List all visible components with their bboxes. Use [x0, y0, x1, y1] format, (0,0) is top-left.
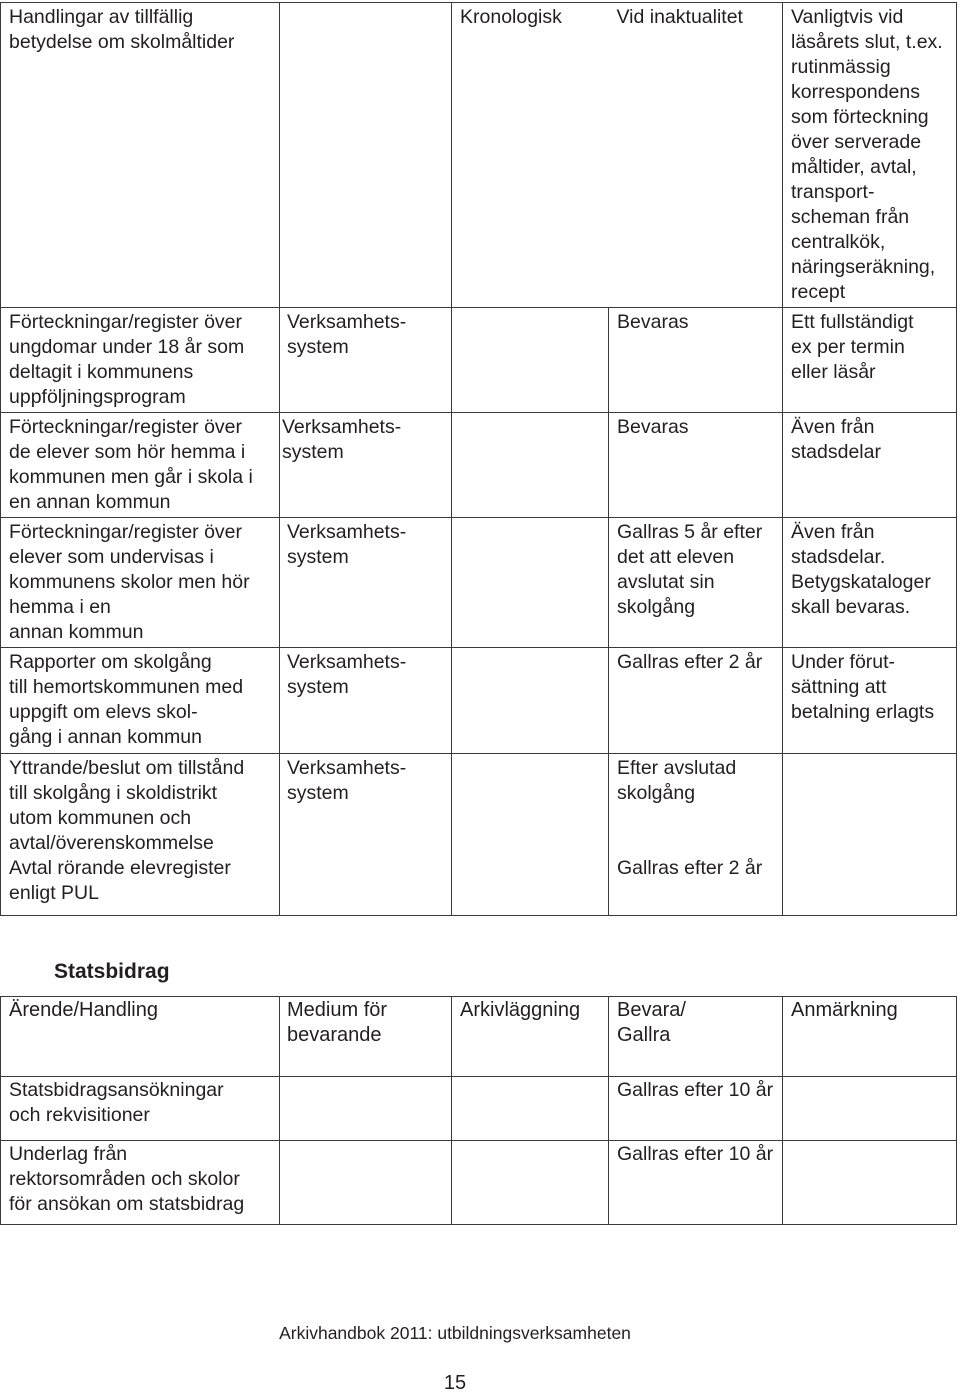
page-number: 15: [443, 1372, 467, 1394]
bevara-cell: Efter avslutad skolgång Gallras efter 2 år: [609, 754, 783, 916]
anmarkning-cell: [783, 1141, 957, 1225]
arkivlaggning-cell: [452, 648, 609, 754]
handling-cell: Underlag från rektorsområden och skolor för ansökan om statsbidrag: [1, 1141, 280, 1225]
table-row: [1, 413, 957, 518]
medium-cell: [280, 1141, 452, 1225]
column-header-bevara: Bevara/ Gallra: [609, 997, 783, 1077]
anmarkning-cell: [783, 1077, 957, 1141]
bevara-cell: Gallras efter 10 år: [609, 1077, 783, 1141]
medium-cell: Verksamhets- system: [280, 518, 452, 648]
arkivlaggning-cell: [452, 1141, 609, 1225]
anmarkning-cell: Vanligtvis vid läsårets slut, t.ex. rutinmässig korrespondens som förteckning över serverade måltider, avtal, transport- scheman från centralkök, näringseräkning, recept: [783, 3, 957, 308]
bevara-cell: Gallras 5 år efter det att eleven avslutat sin skolgång: [609, 518, 783, 648]
arkivlaggning-cell: [452, 308, 609, 413]
handling-cell: Förteckningar/register över de elever som hör hemma i kommunen men går i skola i en annan kommun: [1, 413, 280, 518]
table-row: [1, 308, 957, 413]
anmarkning-cell: Ett fullständigt ex per termin eller läsår: [783, 308, 957, 413]
statsbidrag-table: [0, 996, 957, 1225]
column-header-handling: Ärende/Handling: [1, 997, 280, 1077]
medium-cell: Verksamhets- system: [280, 648, 452, 754]
arkivlaggning-cell: [452, 413, 609, 518]
column-header-arkivlaggning: Arkivläggning: [452, 997, 609, 1077]
table-header-row: [1, 997, 957, 1077]
table-row: [1, 3, 957, 308]
medium-cell: Verksamhets- system: [280, 413, 452, 518]
bevara-cell: Gallras efter 2 år: [609, 648, 783, 754]
handling-cell: Yttrande/beslut om tillstånd till skolgång i skoldistrikt utom kommunen och avtal/överenskommelse Avtal rörande elevregister enligt PUL: [1, 754, 280, 916]
handling-cell: Rapporter om skolgång till hemortskommunen med uppgift om elevs skol- gång i annan kommun: [1, 648, 280, 754]
section-title-statsbidrag: Statsbidrag: [54, 960, 170, 983]
column-header-anmarkning: Anmärkning: [783, 997, 957, 1077]
medium-cell: Verksamhets- system: [280, 308, 452, 413]
table-row: [1, 754, 957, 916]
medium-cell: [280, 3, 452, 308]
footer-text: Arkivhandbok 2011: utbildningsverksamheten: [279, 1323, 631, 1343]
handling-cell: Förteckningar/register över ungdomar under 18 år som deltagit i kommunens uppföljningsprogram: [1, 308, 280, 413]
table-row: [1, 1141, 957, 1225]
archive-table: [0, 2, 957, 916]
bevara-cell: Vid inaktualitet: [609, 3, 783, 308]
anmarkning-cell: [783, 754, 957, 916]
arkivlaggning-cell: [452, 754, 609, 916]
bevara-cell: Gallras efter 10 år: [609, 1141, 783, 1225]
handling-cell: Handlingar av tillfällig betydelse om skolmåltider: [1, 3, 280, 308]
medium-cell: [280, 1077, 452, 1141]
anmarkning-cell: Även från stadsdelar: [783, 413, 957, 518]
anmarkning-cell: Under förut- sättning att betalning erlagts: [783, 648, 957, 754]
table-row: [1, 648, 957, 754]
bevara-cell: Bevaras: [609, 413, 783, 518]
arkivlaggning-cell: [452, 518, 609, 648]
bevara-cell: Bevaras: [609, 308, 783, 413]
handling-cell: Förteckningar/register över elever som undervisas i kommunens skolor men hör hemma i en annan kommun: [1, 518, 280, 648]
column-header-medium: Medium för bevarande: [280, 997, 452, 1077]
medium-cell: Verksamhets- system: [280, 754, 452, 916]
table-row: [1, 1077, 957, 1141]
anmarkning-cell: Även från stadsdelar. Betygskataloger skall bevaras.: [783, 518, 957, 648]
handling-cell: Statsbidragsansökningar och rekvisitioner: [1, 1077, 280, 1141]
arkivlaggning-cell: Kronologisk: [452, 3, 609, 308]
table-row: [1, 518, 957, 648]
arkivlaggning-cell: [452, 1077, 609, 1141]
